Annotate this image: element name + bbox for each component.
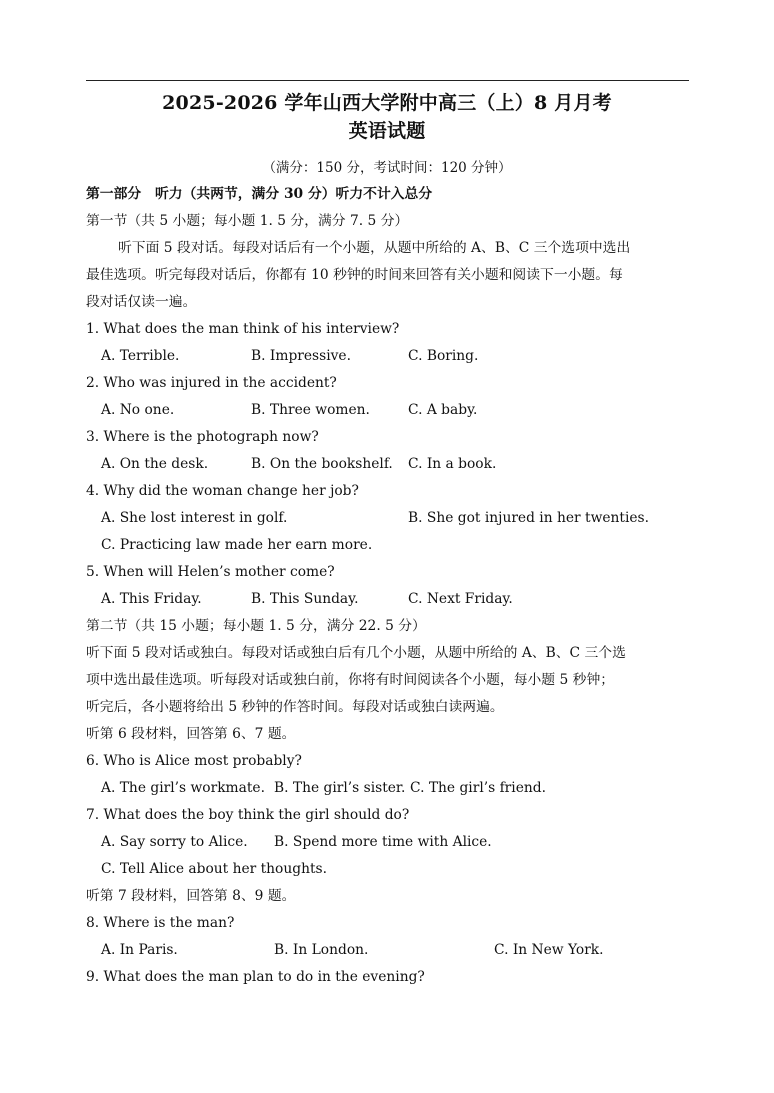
section2-instructions-line2: 项中选出最佳选项。听每段对话或独白前，你将有时间阅读各个小题，每小题 5 秒钟；	[86, 672, 615, 688]
q4-option-a: A. She lost interest in golf.	[101, 510, 288, 526]
section1-instructions-line1: 听下面 5 段对话。每段对话后有一个小题，从题中所给的 A、B、C 三个选项中选出	[118, 240, 631, 256]
section1-heading: 第一节（共 5 小题；每小题 1. 5 分，满分 7. 5 分）	[86, 213, 409, 229]
q3-option-a: A. On the desk.	[101, 456, 209, 472]
question-8: 8. Where is the man?	[86, 915, 235, 931]
q5-option-b: B. This Sunday.	[251, 591, 359, 607]
q8-option-c: C. In New York.	[494, 942, 604, 958]
q5-option-c: C. Next Friday.	[408, 591, 513, 607]
exam-title: 2025-2026 学年山西大学附中高三（上）8 月月考	[162, 92, 612, 114]
question-7: 7. What does the boy think the girl should do?	[86, 807, 410, 823]
question-6: 6. Who is Alice most probably?	[86, 753, 302, 769]
q4-option-b: B. She got injured in her twenties.	[408, 510, 650, 526]
section2-instructions-line3: 听完后，各小题将给出 5 秒钟的作答时间。每段对话或独白读两遍。	[86, 699, 504, 715]
q6-option-b: B. The girl’s sister.	[274, 780, 406, 796]
q6-option-c: C. The girl’s friend.	[410, 780, 546, 796]
q8-option-b: B. In London.	[274, 942, 369, 958]
q4-option-c: C. Practicing law made her earn more.	[101, 537, 373, 553]
section2-heading: 第二节（共 15 小题；每小题 1. 5 分，满分 22. 5 分）	[86, 618, 426, 634]
material-6-note: 听第 6 段材料，回答第 6、7 题。	[86, 726, 296, 742]
top-rule	[86, 80, 689, 81]
section1-instructions-line2: 最佳选项。听完每段对话后，你都有 10 秒钟的时间来回答有关小题和阅读下一小题。每	[86, 267, 623, 283]
question-4: 4. Why did the woman change her job?	[86, 483, 359, 499]
q7-option-a: A. Say sorry to Alice.	[101, 834, 248, 850]
question-1: 1. What does the man think of his interview?	[86, 321, 400, 337]
q6-option-a: A. The girl’s workmate.	[101, 780, 265, 796]
question-5: 5. When will Helen’s mother come?	[86, 564, 335, 580]
q1-option-b: B. Impressive.	[251, 348, 351, 364]
section2-instructions-line1: 听下面 5 段对话或独白。每段对话或独白后有几个小题，从题中所给的 A、B、C 三个选	[86, 645, 626, 661]
material-7-note: 听第 7 段材料，回答第 8、9 题。	[86, 888, 296, 904]
section1-instructions-line3: 段对话仅读一遍。	[86, 294, 197, 310]
q8-option-a: A. In Paris.	[101, 942, 178, 958]
q1-option-a: A. Terrible.	[101, 348, 180, 364]
q2-option-c: C. A baby.	[408, 402, 478, 418]
q7-option-c: C. Tell Alice about her thoughts.	[101, 861, 327, 877]
question-9: 9. What does the man plan to do in the evening?	[86, 969, 425, 985]
question-3: 3. Where is the photograph now?	[86, 429, 319, 445]
question-2: 2. Who was injured in the accident?	[86, 375, 337, 391]
q3-option-b: B. On the bookshelf.	[251, 456, 393, 472]
q1-option-c: C. Boring.	[408, 348, 479, 364]
q2-option-a: A. No one.	[101, 402, 175, 418]
exam-meta: （满分：150 分，考试时间：120 分钟）	[262, 160, 512, 176]
q2-option-b: B. Three women.	[251, 402, 370, 418]
q7-option-b: B. Spend more time with Alice.	[274, 834, 492, 850]
q5-option-a: A. This Friday.	[101, 591, 202, 607]
part1-heading: 第一部分 听力（共两节，满分 30 分）听力不计入总分	[86, 186, 433, 202]
exam-subject: 英语试题	[348, 120, 426, 142]
q3-option-c: C. In a book.	[408, 456, 497, 472]
